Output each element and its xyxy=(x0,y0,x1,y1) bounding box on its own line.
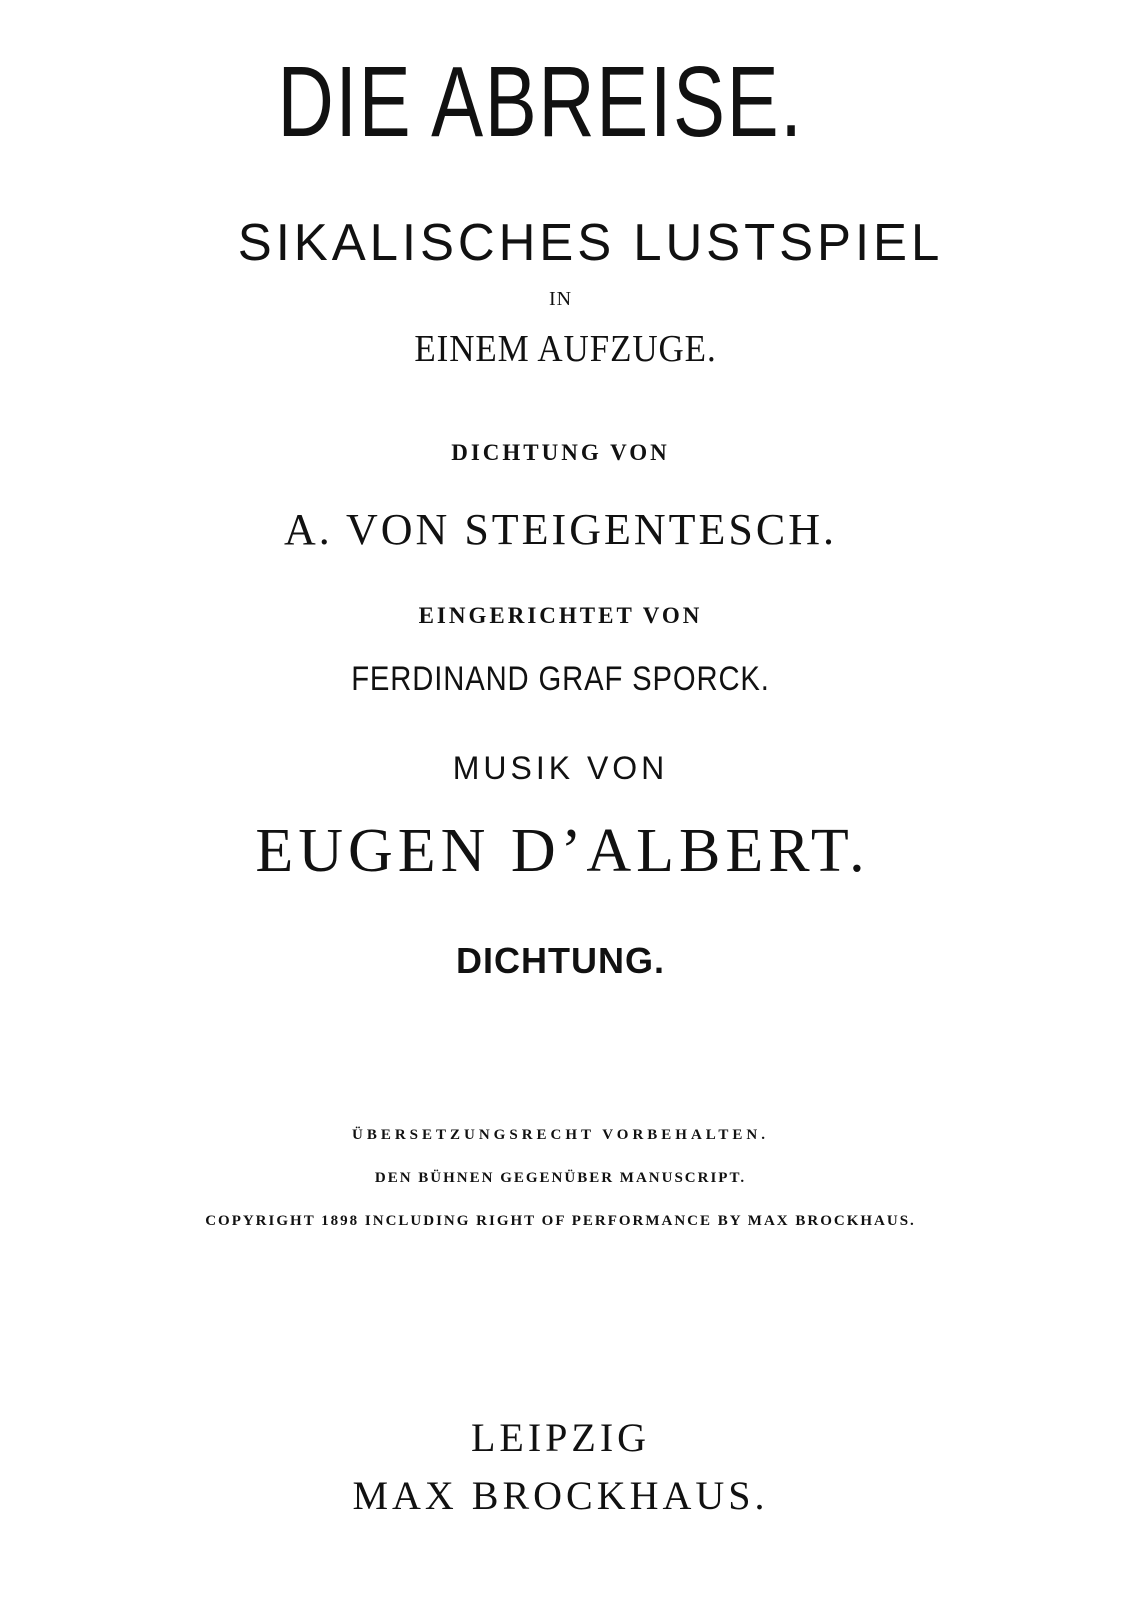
work-title: DIE ABREISE. xyxy=(277,46,804,158)
composer-name: EUGEN D’ALBERT. xyxy=(255,817,870,885)
publisher-name: MAX BROCKHAUS. xyxy=(352,1473,769,1518)
music-by-label: MUSIK VON xyxy=(452,750,669,786)
publication-city: LEIPZIG xyxy=(470,1415,651,1460)
subtitle-connector: IN xyxy=(548,288,573,310)
acts-line: EINEM AUFZUGE. xyxy=(414,328,717,370)
translation-rights-notice: ÜBERSETZUNGSRECHT VORBEHALTEN. xyxy=(351,1127,770,1143)
document-type: DICHTUNG. xyxy=(456,940,665,981)
stage-manuscript-notice: DEN BÜHNEN GEGENÜBER MANUSCRIPT. xyxy=(374,1170,747,1186)
arranger-name: FERDINAND GRAF SPORCK. xyxy=(351,660,770,698)
work-subtitle: SIKALISCHES LUSTSPIEL xyxy=(237,214,944,272)
libretto-by-label: DICHTUNG VON xyxy=(451,440,670,465)
copyright-notice: COPYRIGHT 1898 INCLUDING RIGHT OF PERFORMANCE BY MAX BROCKHAUS. xyxy=(205,1213,916,1229)
librettist-name: A. VON STEIGENTESCH. xyxy=(284,505,837,554)
arranged-by-label: EINGERICHTET VON xyxy=(418,603,703,628)
